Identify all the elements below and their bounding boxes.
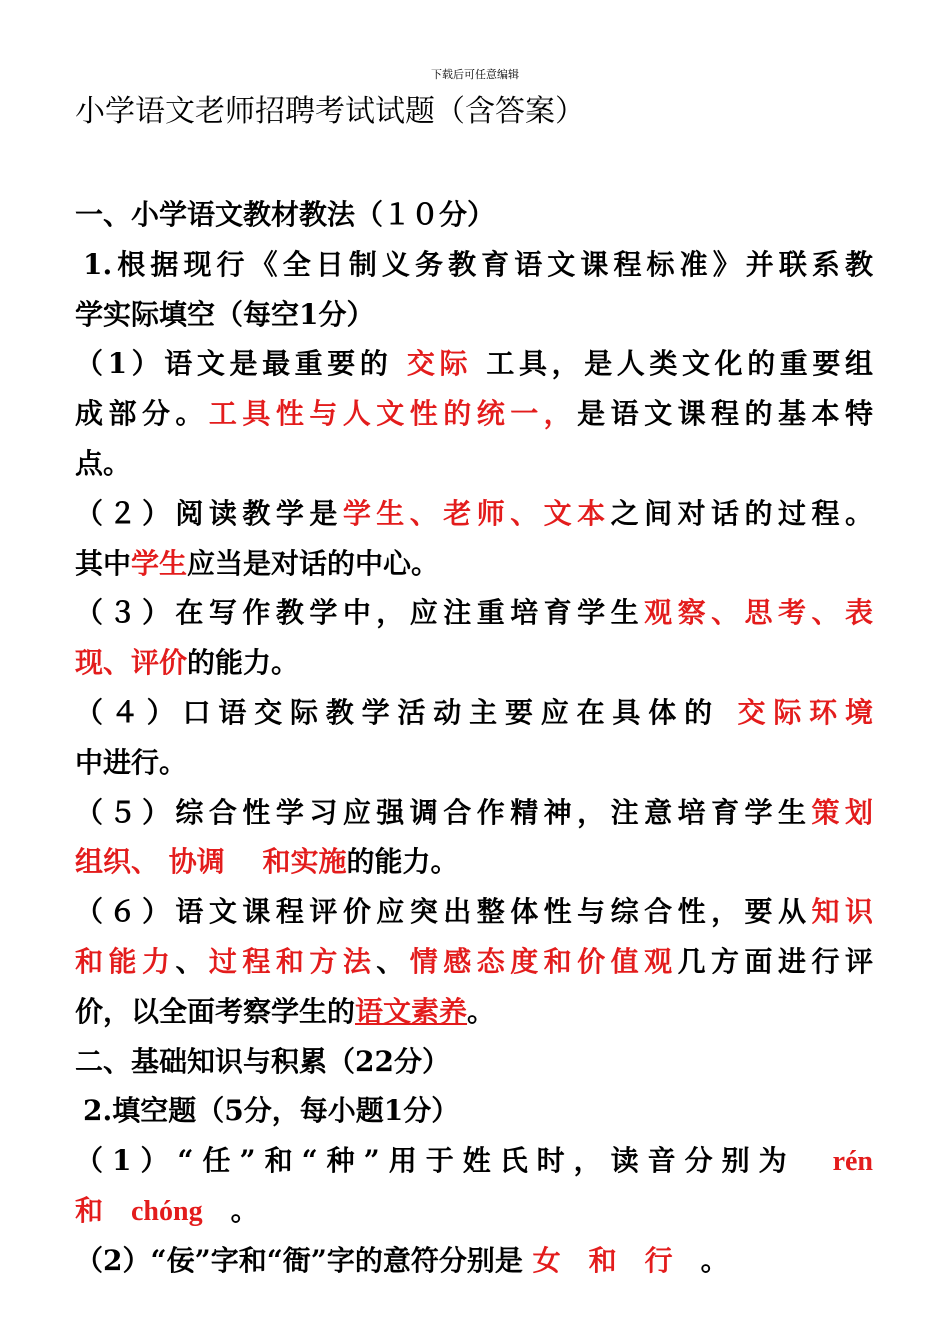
- text: （５）综合性学习应强调合作精神，注意培育学生: [75, 795, 812, 829]
- answer-text: 女 和 行: [532, 1243, 673, 1277]
- text: 是语文课程的基本特: [577, 397, 873, 431]
- paragraph-line: [75, 688, 873, 738]
- section-heading: 一、小学语文教材教法（１０分）: [75, 198, 496, 231]
- text: 应当是对话的中心。: [187, 546, 440, 580]
- text: （３）在写作教学中，应注重培育学生: [75, 596, 645, 630]
- paragraph-line: [75, 1136, 873, 1186]
- paragraph-line: [75, 1186, 873, 1236]
- answer-text: 组织、 协调 和实施: [75, 845, 347, 879]
- paragraph-line: [75, 987, 873, 1037]
- text: （2）“佞”字和“衙”字的意符分别是: [75, 1243, 533, 1277]
- text: （1）语文是最重要的: [75, 347, 407, 381]
- answer-text: 过程和方法: [208, 944, 377, 978]
- text: （２）阅读教学是: [75, 496, 343, 530]
- question-line: 1.根据现行《全日制义务教育语文课程标准》并联系教: [83, 247, 873, 281]
- paragraph-line: [75, 339, 873, 389]
- answer-text: 观察、思考、表: [644, 596, 873, 630]
- text: 其中: [75, 546, 132, 580]
- text: 的能力。: [346, 845, 459, 879]
- document-body: [75, 190, 873, 1286]
- text: 几方面进行评: [677, 944, 873, 978]
- answer-text: 学生、老师、文本: [342, 496, 611, 530]
- text: 。: [672, 1243, 729, 1277]
- paragraph-line: [75, 837, 873, 887]
- answer-text: 情感态度和价值观: [409, 944, 678, 978]
- paragraph-line: 中进行。: [75, 745, 188, 779]
- paragraph-line: [75, 937, 873, 987]
- text: 、: [175, 944, 209, 978]
- answer-text: 策划: [811, 795, 873, 829]
- text: 的能力。: [187, 646, 300, 680]
- answer-text: 交际环境: [737, 695, 873, 729]
- paragraph-line: 点。: [75, 446, 132, 480]
- answer-text: 工具性与人文性的统一，: [208, 397, 578, 431]
- answer-text: rén: [832, 1146, 873, 1178]
- page-header-note: 下载后可任意编辑: [431, 68, 519, 81]
- text: 之间对话的过程。: [610, 496, 873, 530]
- paragraph-line: [75, 788, 873, 838]
- text: 成部分。: [75, 397, 209, 431]
- paragraph-line: [75, 1236, 873, 1286]
- text: 。: [202, 1193, 259, 1227]
- paragraph-line: [75, 638, 873, 688]
- answer-text: 语文素养: [355, 994, 468, 1028]
- question-line: 学实际填空（每空1分）: [75, 297, 375, 331]
- answer-text: 学生: [131, 546, 188, 580]
- paragraph-line: [75, 887, 873, 937]
- paragraph-line: [75, 539, 873, 589]
- answer-text: 现、评价: [75, 646, 188, 680]
- text: （1）“任”和“种”用于姓氏时，读音分别为: [75, 1144, 833, 1178]
- paragraph-line: [75, 489, 873, 539]
- section-heading: 二、基础知识与积累（22分）: [75, 1044, 450, 1078]
- question-heading: 2.填空题（5分，每小题1分）: [83, 1094, 460, 1128]
- text: 。: [467, 994, 496, 1028]
- paragraph-line: [75, 389, 873, 439]
- text: 工具，是人类文化的重要组: [472, 347, 873, 381]
- answer-text: 交际: [406, 347, 473, 381]
- answer-text: 和 chóng: [75, 1195, 203, 1227]
- text: （４）口语交际教学活动主要应在具体的: [75, 695, 738, 729]
- answer-text: 知识: [811, 895, 873, 929]
- text: （６）语文课程评价应突出整体性与综合性，要从: [75, 895, 812, 929]
- text: 、: [376, 944, 410, 978]
- paragraph-line: [75, 588, 873, 638]
- answer-text: 和能力: [75, 944, 176, 978]
- text: 价，以全面考察学生的: [75, 994, 356, 1028]
- page-title: 小学语文老师招聘考试试题（含答案）: [75, 94, 585, 129]
